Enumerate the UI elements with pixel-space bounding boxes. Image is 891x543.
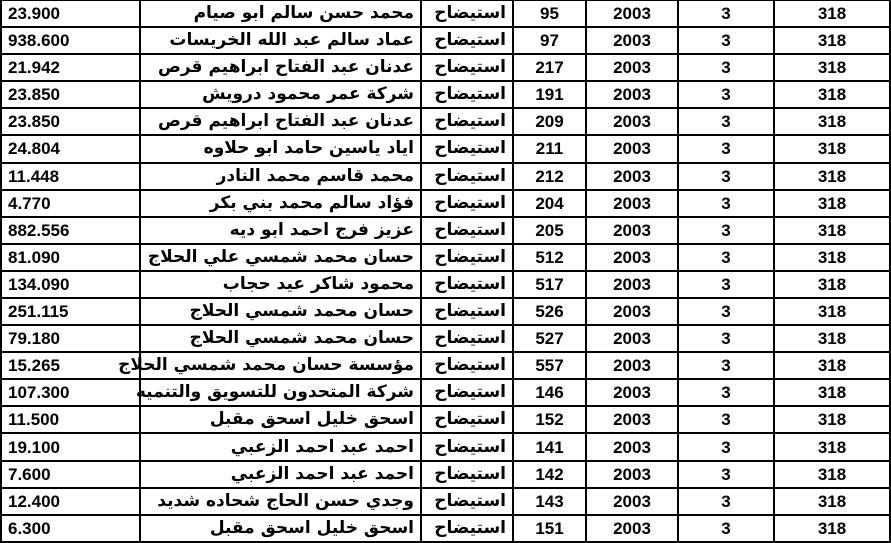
code-cell: 3 — [678, 406, 774, 433]
code-cell: 3 — [678, 461, 774, 488]
name-cell: حسان محمد شمسي الحلاج — [140, 325, 421, 352]
code-cell: 3 — [678, 379, 774, 406]
year-cell: 2003 — [586, 27, 678, 54]
code-cell: 3 — [678, 163, 774, 190]
number-cell: 95 — [513, 1, 586, 28]
name-cell: عماد سالم عبد الله الخريسات — [140, 27, 421, 54]
table-row — [1, 325, 890, 352]
dept-cell: 318 — [774, 461, 890, 488]
table-row — [1, 298, 890, 325]
code-cell: 3 — [678, 352, 774, 379]
code-cell: 3 — [678, 1, 774, 28]
table-row — [1, 433, 890, 460]
amount-cell: 6.300 — [1, 515, 140, 542]
table-row — [1, 27, 890, 54]
type-cell: استيضاح — [421, 298, 513, 325]
dept-cell: 318 — [774, 244, 890, 271]
dept-cell: 318 — [774, 1, 890, 28]
type-cell: استيضاح — [421, 135, 513, 162]
table-row — [1, 217, 890, 244]
number-cell: 204 — [513, 190, 586, 217]
amount-cell: 12.400 — [1, 488, 140, 515]
number-cell: 97 — [513, 27, 586, 54]
type-cell: استيضاح — [421, 27, 513, 54]
code-cell: 3 — [678, 108, 774, 135]
code-cell: 3 — [678, 515, 774, 542]
number-cell: 191 — [513, 81, 586, 108]
dept-cell: 318 — [774, 135, 890, 162]
year-cell: 2003 — [586, 135, 678, 162]
name-cell: عدنان عبد الفتاح ابراهيم قرص — [140, 108, 421, 135]
year-cell: 2003 — [586, 190, 678, 217]
number-cell: 146 — [513, 379, 586, 406]
dept-cell: 318 — [774, 406, 890, 433]
dept-cell: 318 — [774, 81, 890, 108]
year-cell: 2003 — [586, 217, 678, 244]
year-cell: 2003 — [586, 433, 678, 460]
year-cell: 2003 — [586, 54, 678, 81]
code-cell: 3 — [678, 433, 774, 460]
year-cell: 2003 — [586, 163, 678, 190]
amount-cell: 11.500 — [1, 406, 140, 433]
year-cell: 2003 — [586, 1, 678, 28]
amount-cell: 11.448 — [1, 163, 140, 190]
number-cell: 557 — [513, 352, 586, 379]
name-cell: فؤاد سالم محمد بني بكر — [140, 190, 421, 217]
amount-cell: 23.900 — [1, 1, 140, 28]
table-row — [1, 190, 890, 217]
amount-cell: 7.600 — [1, 461, 140, 488]
type-cell: استيضاح — [421, 406, 513, 433]
name-cell: حسان محمد شمسي علي الحلاج — [140, 244, 421, 271]
amount-cell: 79.180 — [1, 325, 140, 352]
number-cell: 512 — [513, 244, 586, 271]
code-cell: 3 — [678, 27, 774, 54]
amount-cell: 21.942 — [1, 54, 140, 81]
type-cell: استيضاح — [421, 1, 513, 28]
type-cell: استيضاح — [421, 217, 513, 244]
type-cell: استيضاح — [421, 488, 513, 515]
type-cell: استيضاح — [421, 352, 513, 379]
amount-cell: 15.265 — [1, 352, 140, 379]
amount-cell: 19.100 — [1, 433, 140, 460]
name-cell: عزيز فرج احمد ابو ديه — [140, 217, 421, 244]
amount-cell: 938.600 — [1, 27, 140, 54]
code-cell: 3 — [678, 135, 774, 162]
year-cell: 2003 — [586, 515, 678, 542]
table-row — [1, 461, 890, 488]
type-cell: استيضاح — [421, 54, 513, 81]
name-cell: شركة المتحدون للتسويق والتنميه — [140, 379, 421, 406]
year-cell: 2003 — [586, 298, 678, 325]
number-cell: 211 — [513, 135, 586, 162]
type-cell: استيضاح — [421, 433, 513, 460]
dept-cell: 318 — [774, 433, 890, 460]
amount-cell: 251.115 — [1, 298, 140, 325]
year-cell: 2003 — [586, 352, 678, 379]
code-cell: 3 — [678, 325, 774, 352]
dept-cell: 318 — [774, 352, 890, 379]
name-cell: شركة عمر محمود درويش — [140, 81, 421, 108]
year-cell: 2003 — [586, 244, 678, 271]
dept-cell: 318 — [774, 108, 890, 135]
year-cell: 2003 — [586, 325, 678, 352]
year-cell: 2003 — [586, 81, 678, 108]
type-cell: استيضاح — [421, 163, 513, 190]
name-cell: محمد قاسم محمد النادر — [140, 163, 421, 190]
number-cell: 143 — [513, 488, 586, 515]
table-row — [1, 488, 890, 515]
type-cell: استيضاح — [421, 461, 513, 488]
number-cell: 205 — [513, 217, 586, 244]
table-row — [1, 379, 890, 406]
number-cell: 212 — [513, 163, 586, 190]
type-cell: استيضاح — [421, 271, 513, 298]
year-cell: 2003 — [586, 271, 678, 298]
type-cell: استيضاح — [421, 325, 513, 352]
amount-cell: 134.090 — [1, 271, 140, 298]
code-cell: 3 — [678, 271, 774, 298]
type-cell: استيضاح — [421, 244, 513, 271]
year-cell: 2003 — [586, 461, 678, 488]
name-cell: اسحق خليل اسحق مقبل — [140, 515, 421, 542]
table-row — [1, 54, 890, 81]
code-cell: 3 — [678, 298, 774, 325]
code-cell: 3 — [678, 190, 774, 217]
dept-cell: 318 — [774, 515, 890, 542]
number-cell: 152 — [513, 406, 586, 433]
dept-cell: 318 — [774, 163, 890, 190]
name-cell: اسحق خليل اسحق مقبل — [140, 406, 421, 433]
table-row — [1, 135, 890, 162]
code-cell: 3 — [678, 217, 774, 244]
dept-cell: 318 — [774, 298, 890, 325]
dept-cell: 318 — [774, 271, 890, 298]
number-cell: 141 — [513, 433, 586, 460]
number-cell: 217 — [513, 54, 586, 81]
dept-cell: 318 — [774, 190, 890, 217]
table-row — [1, 515, 890, 542]
name-cell: محمد حسن سالم ابو صيام — [140, 1, 421, 28]
code-cell: 3 — [678, 54, 774, 81]
table-row — [1, 244, 890, 271]
amount-cell: 23.850 — [1, 81, 140, 108]
type-cell: استيضاح — [421, 515, 513, 542]
table-row — [1, 108, 890, 135]
number-cell: 142 — [513, 461, 586, 488]
name-cell: احمد عبد احمد الزعبي — [140, 433, 421, 460]
name-cell: محمود شاكر عيد حجاب — [140, 271, 421, 298]
year-cell: 2003 — [586, 379, 678, 406]
name-cell: عدنان عبد الفتاح ابراهيم قرص — [140, 54, 421, 81]
table-row — [1, 163, 890, 190]
type-cell: استيضاح — [421, 379, 513, 406]
code-cell: 3 — [678, 81, 774, 108]
dept-cell: 318 — [774, 488, 890, 515]
type-cell: استيضاح — [421, 108, 513, 135]
year-cell: 2003 — [586, 488, 678, 515]
dept-cell: 318 — [774, 54, 890, 81]
code-cell: 3 — [678, 488, 774, 515]
number-cell: 209 — [513, 108, 586, 135]
year-cell: 2003 — [586, 108, 678, 135]
year-cell: 2003 — [586, 406, 678, 433]
records-table-body — [1, 1, 890, 543]
table-row — [1, 406, 890, 433]
code-cell: 3 — [678, 244, 774, 271]
number-cell: 517 — [513, 271, 586, 298]
amount-cell: 882.556 — [1, 217, 140, 244]
name-cell: حسان محمد شمسي الحلاج — [140, 298, 421, 325]
number-cell: 151 — [513, 515, 586, 542]
type-cell: استيضاح — [421, 81, 513, 108]
table-row — [1, 352, 890, 379]
amount-cell: 4.770 — [1, 190, 140, 217]
dept-cell: 318 — [774, 27, 890, 54]
number-cell: 527 — [513, 325, 586, 352]
name-cell: اياد ياسين حامد ابو حلاوه — [140, 135, 421, 162]
amount-cell: 107.300 — [1, 379, 140, 406]
name-cell: مؤسسة حسان محمد شمسي الحلاج — [140, 352, 421, 379]
table-row — [1, 271, 890, 298]
name-cell: وجدي حسن الحاج شحاده شديد — [140, 488, 421, 515]
table-row — [1, 1, 890, 28]
dept-cell: 318 — [774, 325, 890, 352]
type-cell: استيضاح — [421, 190, 513, 217]
amount-cell: 24.804 — [1, 135, 140, 162]
number-cell: 526 — [513, 298, 586, 325]
dept-cell: 318 — [774, 379, 890, 406]
table-row — [1, 81, 890, 108]
amount-cell: 23.850 — [1, 108, 140, 135]
dept-cell: 318 — [774, 217, 890, 244]
name-cell: احمد عبد احمد الزعبي — [140, 461, 421, 488]
amount-cell: 81.090 — [1, 244, 140, 271]
